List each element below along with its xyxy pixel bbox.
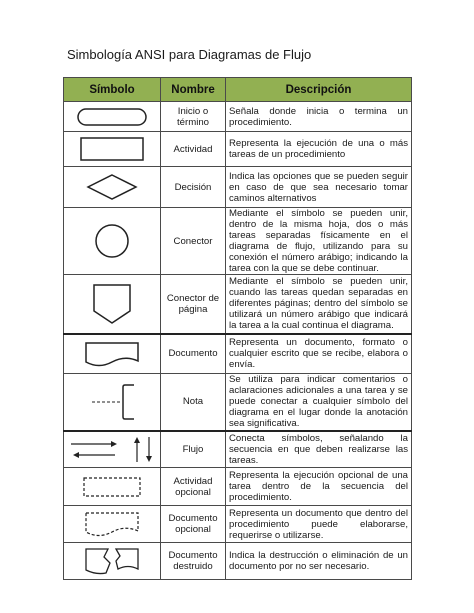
flow-arrows-icon xyxy=(64,431,161,468)
dashed-rectangle-symbol-icon xyxy=(64,468,161,506)
row-description: Indica la destrucción o eliminación de un documento por no ser necesario. xyxy=(226,543,412,580)
row-description: Representa la ejecución opcional de una tarea dentro de la secuencia del procedimiento. xyxy=(226,468,412,506)
row-name: Actividad opcional xyxy=(161,468,226,506)
table-row xyxy=(64,275,412,334)
header-descripcion: Descripción xyxy=(226,78,412,102)
table-row xyxy=(64,167,412,208)
document-symbol-icon xyxy=(64,334,161,374)
offpage-connector-symbol-icon xyxy=(64,275,161,334)
row-name: Documento destruido xyxy=(161,543,226,580)
row-name: Inicio o término xyxy=(161,102,226,132)
row-name: Documento opcional xyxy=(161,506,226,543)
table-row xyxy=(64,543,412,580)
row-description: Señala donde inicia o termina un procedimiento. xyxy=(226,102,412,132)
row-name: Actividad xyxy=(161,132,226,167)
row-description: Indica las opciones que se pueden seguir en caso de que sea necesario tomar caminos alternativos xyxy=(226,167,412,208)
row-name: Conector de página xyxy=(161,275,226,334)
table-row xyxy=(64,431,412,468)
table-row xyxy=(64,468,412,506)
annotation-symbol-icon xyxy=(64,374,161,431)
table-row xyxy=(64,102,412,132)
table-row xyxy=(64,374,412,431)
table-row xyxy=(64,506,412,543)
row-description: Representa la ejecución de una o más tareas de un procedimiento xyxy=(226,132,412,167)
table-row xyxy=(64,208,412,275)
symbols-table xyxy=(63,77,412,580)
row-name: Documento xyxy=(161,334,226,374)
row-name: Flujo xyxy=(161,431,226,468)
row-description: Representa un documento, formato o cualquier escrito que se recibe, elabora o envía. xyxy=(226,334,412,374)
table-row xyxy=(64,334,412,374)
destroyed-document-symbol-icon xyxy=(64,543,161,580)
row-description: Mediante el símbolo se pueden unir, cuando las tareas quedan separadas en diferentes páginas; dentro del símbolo se utilizará un número arábigo que indicará la tarea a la cual continua el diagrama. xyxy=(226,275,412,334)
dashed-document-symbol-icon xyxy=(64,506,161,543)
row-name: Decisión xyxy=(161,167,226,208)
row-description: Conecta símbolos, señalando la secuencia en que deben realizarse las tareas. xyxy=(226,431,412,468)
row-description: Se utiliza para indicar comentarios o aclaraciones adicionales a una tarea y se puede conectar a cualquier símbolo del diagrama en el lugar donde la anotación sea significativa. xyxy=(226,374,412,431)
row-description: Mediante el símbolo se pueden unir, dentro de la misma hoja, dos o más tareas separadas físicamente en el diagrama de flujo, utilizando para su conexión el número arábigo; indicando la tarea con la que se debe continuar. xyxy=(226,208,412,275)
circle-symbol-icon xyxy=(64,208,161,275)
row-name: Conector xyxy=(161,208,226,275)
header-simbolo: Símbolo xyxy=(64,78,161,102)
table-header-row xyxy=(64,78,412,102)
row-description: Representa un documento que dentro del procedimiento puede elaborarse, requerirse o utilizarse. xyxy=(226,506,412,543)
terminator-symbol-icon xyxy=(64,102,161,132)
rectangle-symbol-icon xyxy=(64,132,161,167)
header-nombre: Nombre xyxy=(161,78,226,102)
diamond-symbol-icon xyxy=(64,167,161,208)
row-name: Nota xyxy=(161,374,226,431)
page-title: Simbología ANSI para Diagramas de Flujo xyxy=(67,47,312,62)
table-row xyxy=(64,132,412,167)
